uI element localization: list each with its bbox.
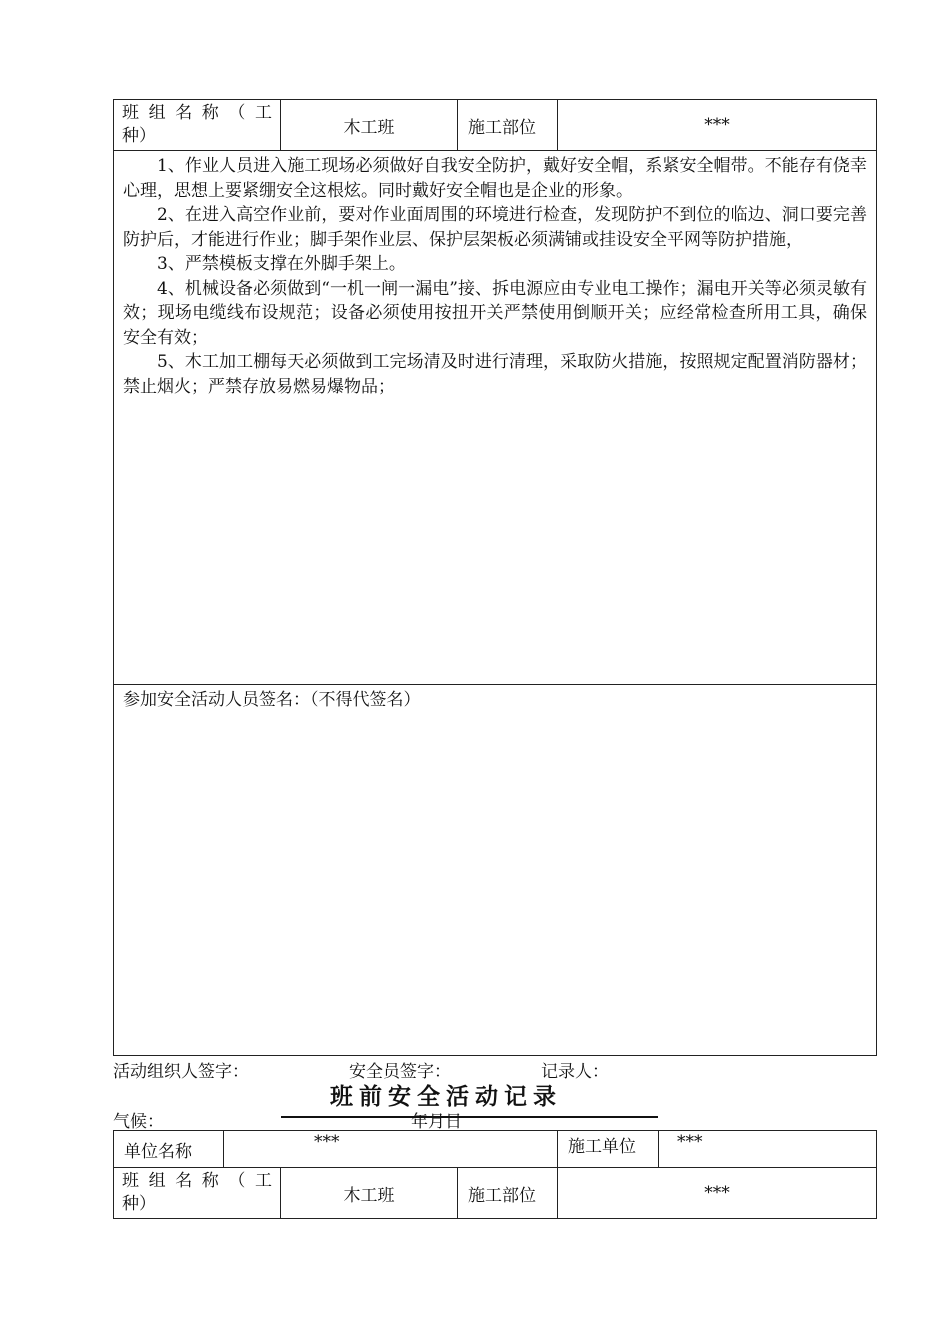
location-value: *** (558, 100, 877, 151)
upper-header-row (114, 100, 877, 151)
organizer-signature-label: 活动组织人签字： (113, 1062, 249, 1082)
construction-unit-value: *** (659, 1131, 877, 1168)
second-location-label: 施工部位 (458, 1168, 558, 1219)
signature-cell (114, 685, 877, 1056)
second-team-name-label-cell (114, 1168, 281, 1219)
safety-item-2: 2、在进入高空作业前，要对作业面周围的环境进行检查，发现防护不到位的临边、洞口要完善防护后，才能进行作业；脚手架作业层、保护层架板必须满铺或挂设安全平网等防护措施， (123, 205, 867, 250)
team-name-label-line2: 种） (122, 126, 156, 146)
construction-unit-label: 施工单位 (558, 1131, 659, 1168)
unit-name-value: *** (224, 1131, 558, 1168)
date-underline (281, 1116, 658, 1118)
record-title: 班前安全活动记录 (330, 1083, 562, 1110)
safety-content-row (114, 151, 877, 685)
unit-row (114, 1131, 877, 1168)
safety-officer-signature-label: 安全员签字： (349, 1062, 451, 1082)
safety-item-4: 4、机械设备必须做到“一机一闸一漏电”接、拆电源应由专业电工操作；漏电开关等必须灵敏有效；现场电缆线布设规范；设备必须使用按扭开关严禁使用倒顺开关；应经常检查所用工具，确保安全有效； (123, 278, 867, 348)
team-name-value: 木工班 (281, 100, 458, 151)
unit-name-label: 单位名称 (114, 1131, 224, 1168)
date-label: 年月日 (411, 1112, 462, 1132)
second-team-name-label-line2: 种） (122, 1194, 156, 1214)
safety-content-cell (114, 151, 877, 685)
recorder-label: 记录人： (541, 1062, 609, 1082)
team-name-label-line1: 班组名称（工 (122, 103, 272, 123)
signature-row (114, 685, 877, 1056)
safety-item-5: 5、木工加工棚每天必须做到工完场清及时进行清理，采取防火措施，按照规定配置消防器材；禁止烟火；严禁存放易燃易爆物品； (123, 352, 867, 397)
team-name-label-cell (114, 100, 281, 151)
second-team-name-value: 木工班 (281, 1168, 458, 1219)
upper-form-table (113, 99, 877, 1056)
second-form-table (113, 1130, 877, 1219)
location-label: 施工部位 (458, 100, 558, 151)
safety-item-1: 1、作业人员进入施工现场必须做好自我安全防护，戴好安全帽，系紧安全帽带。不能存有侥幸心理，思想上要紧绷安全这根炫。同时戴好安全帽也是企业的形象。 (123, 156, 867, 201)
weather-label: 气候： (113, 1112, 164, 1132)
safety-item-3: 3、严禁模板支撑在外脚手架上。 (157, 254, 406, 274)
signature-label: 参加安全活动人员签名：（不得代签名） (123, 690, 421, 710)
second-team-name-label-line1: 班组名称（工 (122, 1171, 272, 1191)
second-location-value: *** (558, 1168, 877, 1219)
team-row (114, 1168, 877, 1219)
